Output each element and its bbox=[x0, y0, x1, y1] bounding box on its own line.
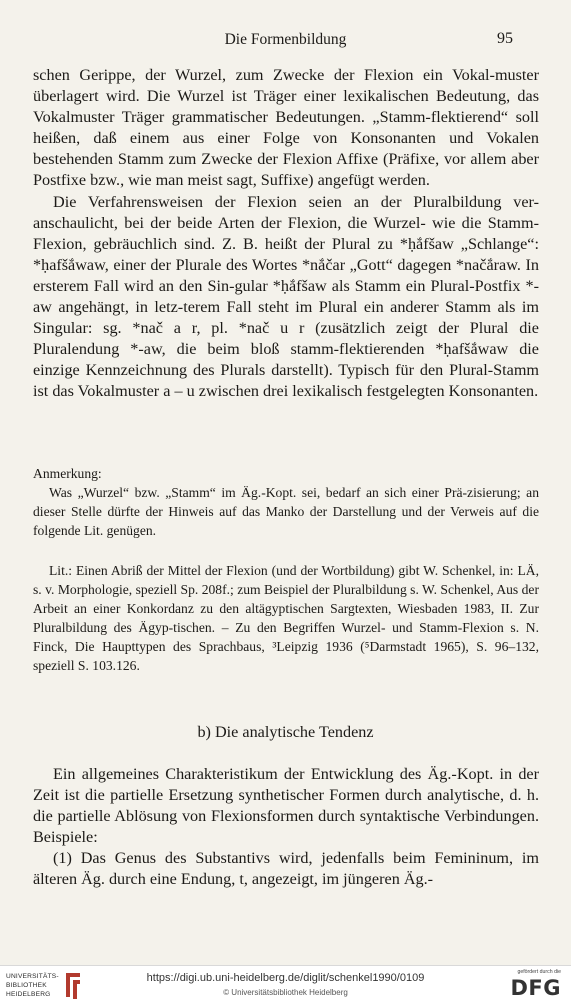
paragraph-2: Die Verfahrensweisen der Flexion seien an der Pluralbildung ver-anschaulicht, bei der beide Arten der Flexion, die Wurzel- wie die Stamm-Flexion, gebräuchlich sind. Z. B. heißt der Plural zu *ḥắfšaw „Schlange“: *ḥafšắwaw, einer der Plurale des Wortes *nắčar „Gott“ dagegen *načắraw. In ersterem Fall wird an den Sin-gular *ḥắfšaw als Stamm ein Plural-Postfix *-aw angehängt, in letz-terem Fall steht im Plural ein anderer Stamm als im Singular: sg. *nač a r, pl. *nač u r (zusätzlich zeigt der Plural die Pluralendung *-aw, die beim bloß stamm-flektierenden *ḥafšắwaw die einzige Kennzeichnung des Plurals darstellt). Typisch für den Plural-Stamm ist das Vokalmuster a – u zwischen drei lexikalisch festgelegten Konsonanten. bbox=[33, 192, 539, 401]
second-text-block bbox=[33, 764, 539, 891]
dfg-wordmark: DFG bbox=[510, 976, 561, 1000]
paragraph-1: schen Gerippe, der Wurzel, zum Zwecke der Flexion ein Vokal-muster überlagert wird. Die Wurzel ist Träger einer lexikalischen Bedeutung, das Vokalmuster Träger grammatischer Bedeutungen. „Stamm-flektierend“ soll heißen, daß einem aus einer Folge von Konsonanten und Vokalen bestehenden Stamm zum Zwecke der Flexion Affixe (Präfixe, vor allem aber Postfixe bzw., wie man meist sagt, Suffixe) angefügt werden. bbox=[33, 66, 539, 190]
paragraph-4: (1) Das Genus des Substantivs wird, jedenfalls beim Femininum, im älteren Äg. durch eine Endung, t, angezeigt, im jüngeren Äg.- bbox=[33, 849, 539, 889]
funded-by-text: gefördert durch die bbox=[517, 969, 561, 975]
main-text-block bbox=[33, 65, 539, 403]
paragraph-3: Ein allgemeines Charakteristikum der Entwicklung des Äg.-Kopt. in der Zeit ist die partielle Ersetzung synthetischer Formen durch analytische, d. h. die partielle Ablösung von Flexionsformen durch syntaktische Verbindungen. Beispiele: bbox=[33, 765, 539, 847]
copyright-text: © Universitätsbibliothek Heidelberg bbox=[223, 988, 348, 997]
note-label: Anmerkung: bbox=[33, 466, 102, 481]
viewer-footer bbox=[0, 965, 571, 1005]
library-logo-text: UNIVERSITÄTS- BIBLIOTHEK HEIDELBERG bbox=[6, 973, 59, 998]
dfg-logo[interactable] bbox=[507, 969, 561, 1003]
note-text: Was „Wurzel“ bzw. „Stamm“ im Äg.-Kopt. sei, bedarf an sich einer Prä-zisierung; an dieser Stelle dürfte der Hinweis auf das Manko der Darstellung und der Verweis auf die folgende Lit. genügen. bbox=[33, 485, 539, 539]
source-url-link[interactable]: https://digi.ub.uni-heidelberg.de/diglit/schenkel1990/0109 bbox=[146, 972, 425, 984]
page-number: 95 bbox=[497, 30, 513, 47]
note-block bbox=[33, 464, 539, 540]
literature-block bbox=[33, 561, 539, 676]
section-heading: b) Die analytische Tendenz bbox=[197, 723, 374, 741]
running-header: Die Formenbildung bbox=[224, 31, 347, 48]
literature-text: Lit.: Einen Abriß der Mittel der Flexion (und der Wortbildung) gibt W. Schenkel, in: LÄ, s. v. Morphologie, speziell Sp. 208f.; zum Beispiel der Pluralbildung s. W. Schenkel, Aus der Arbeit an einer Konkordanz zu den altägyptischen Sargtexten, Wiesbaden 1983, II. Zur Pluralbildung des Ägyp-tischen. – Zu den Begriffen Wurzel- und Stamm-Flexion s. N. Finck, Die Haupttypen des Sprachbaus, ³Leipzig 1936 (⁵Darmstadt 1965), S. 96–132, speziell S. 103.126. bbox=[33, 563, 539, 674]
